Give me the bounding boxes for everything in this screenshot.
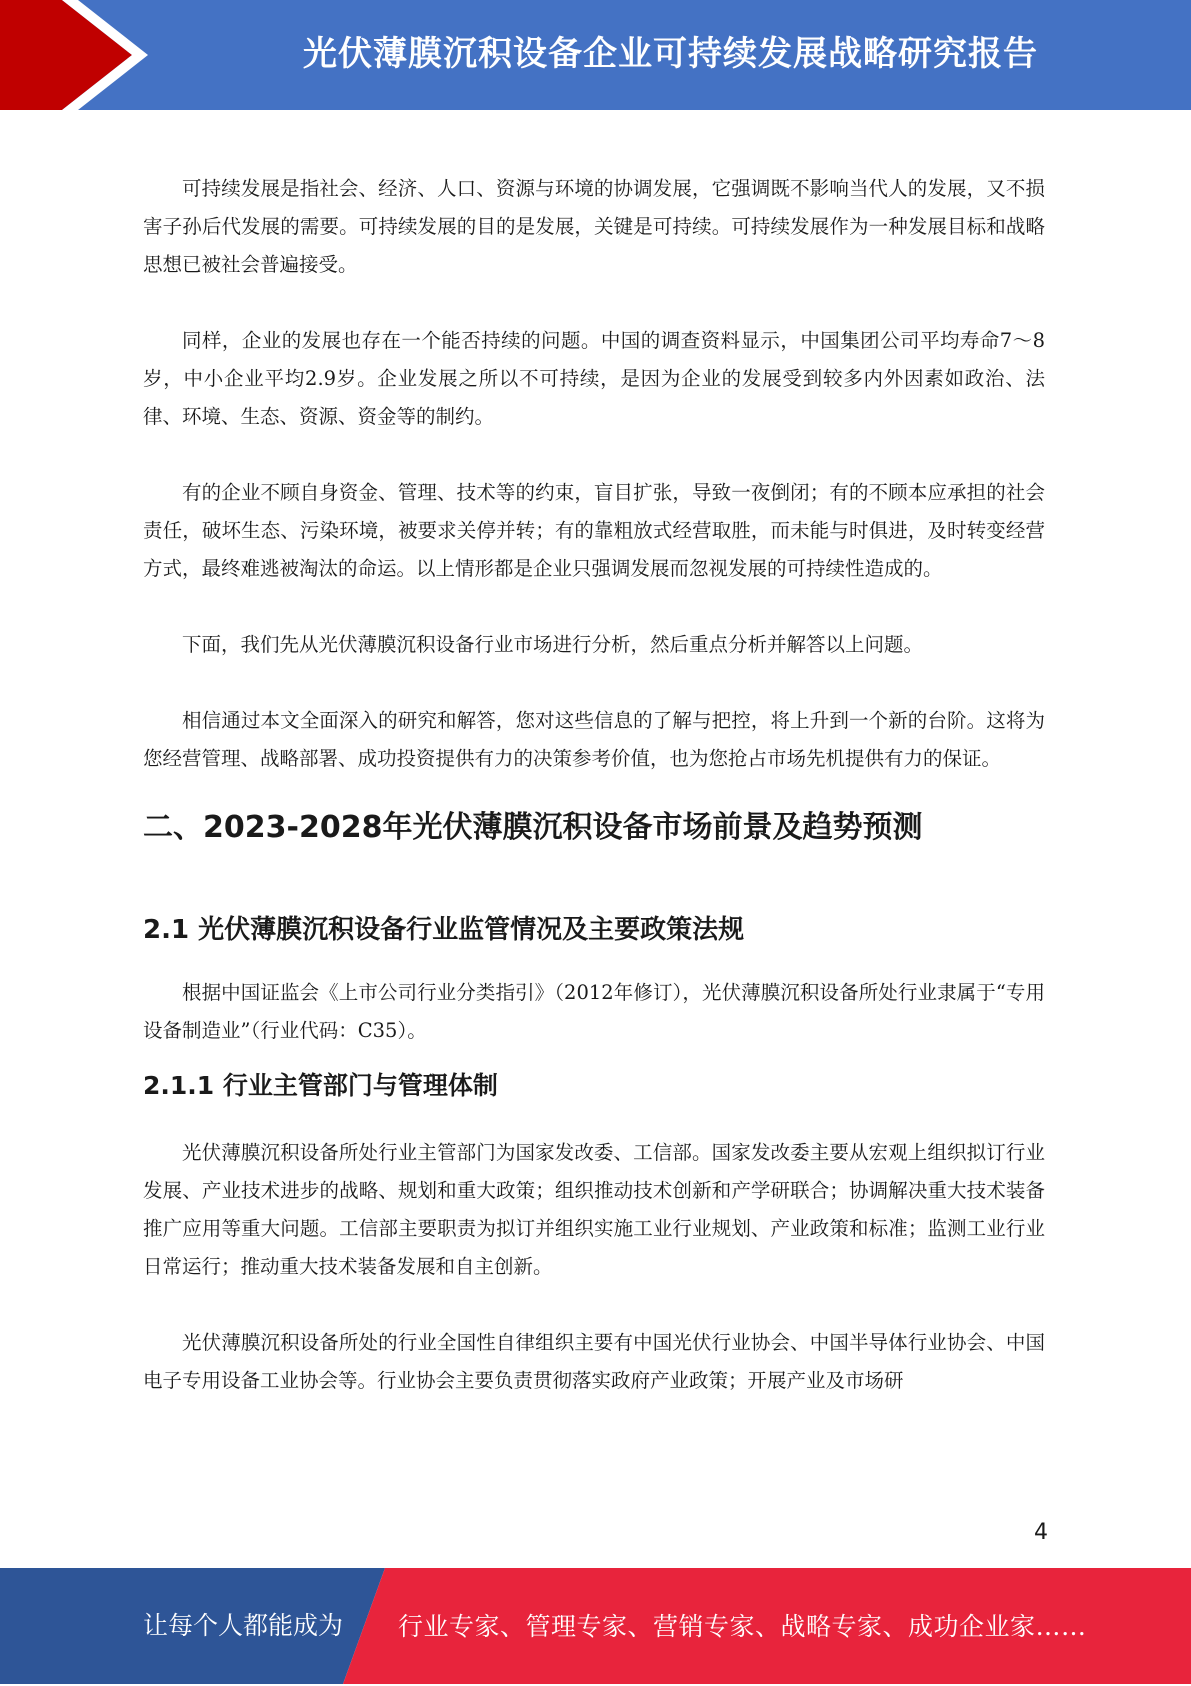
subsubsection-heading: 2.1.1 行业主管部门与管理体制 — [143, 1071, 498, 1100]
page-header — [0, 0, 1191, 110]
intro-paragraph-4: 下面，我们先从光伏薄膜沉积设备行业市场进行分析，然后重点分析并解答以上问题。 — [182, 633, 924, 656]
footer-slogan-left: 让每个人都能成为 — [143, 1611, 344, 1640]
regulation-paragraph-1: 光伏薄膜沉积设备所处行业主管部门为国家发改委、工信部。国家发改委主要从宏观上组织拟订行业发展、产业技术进步的战略、规划和重大政策；组织推动技术创新和产学研联合；协调解决重大技术装备推广应用等重大问题。工信部主要职责为拟订并组织实施工业行业规划、产业政策和标准；监测工业行业日常运行；推动重大技术装备发展和自主创新。 — [143, 1141, 1045, 1278]
intro-paragraph-1: 可持续发展是指社会、经济、人口、资源与环境的协调发展，它强调既不影响当代人的发展，又不损害子孙后代发展的需要。可持续发展的目的是发展，关键是可持续。可持续发展作为一种发展目标和战略思想已被社会普遍接受。 — [143, 177, 1045, 276]
intro-paragraph-5: 相信通过本文全面深入的研究和解答，您对这些信息的了解与把控，将上升到一个新的台阶。这将为您经营管理、战略部署、成功投资提供有力的决策参考价值，也为您抢占市场先机提供有力的保证。 — [143, 709, 1045, 770]
header-chevron-decoration — [0, 0, 150, 110]
intro-paragraph-2: 同样，企业的发展也存在一个能否持续的问题。中国的调查资料显示，中国集团公司平均寿命7～8岁，中小企业平均2.9岁。企业发展之所以不可持续，是因为企业的发展受到较多内外因素如政治、法律、环境、生态、资源、资金等的制约。 — [143, 329, 1045, 428]
report-title: 光伏薄膜沉积设备企业可持续发展战略研究报告 — [303, 34, 1038, 74]
regulation-paragraph-2: 光伏薄膜沉积设备所处的行业全国性自律组织主要有中国光伏行业协会、中国半导体行业协会、中国电子专用设备工业协会等。行业协会主要负责贯彻落实政府产业政策；开展产业及市场研 — [143, 1331, 1045, 1392]
page-number: 4 — [1034, 1520, 1048, 1545]
page-footer — [0, 1568, 1191, 1684]
footer-slogan-right: 行业专家、管理专家、营销专家、战略专家、成功企业家…… — [398, 1612, 1087, 1641]
document-body — [143, 170, 1045, 1438]
section-heading: 二、2023-2028年光伏薄膜沉积设备市场前景及趋势预测 — [143, 810, 923, 845]
intro-paragraph-3: 有的企业不顾自身资金、管理、技术等的约束，盲目扩张，导致一夜倒闭；有的不顾本应承担的社会责任，破坏生态、污染环境，被要求关停并转；有的靠粗放式经营取胜，而未能与时俱进，及时转变经营方式，最终难逃被淘汰的命运。以上情形都是企业只强调发展而忽视发展的可持续性造成的。 — [143, 481, 1045, 580]
subsection-paragraph: 根据中国证监会《上市公司行业分类指引》（2012年修订），光伏薄膜沉积设备所处行业隶属于“专用设备制造业”（行业代码：C35）。 — [143, 981, 1045, 1042]
subsection-heading: 2.1 光伏薄膜沉积设备行业监管情况及主要政策法规 — [143, 915, 745, 945]
